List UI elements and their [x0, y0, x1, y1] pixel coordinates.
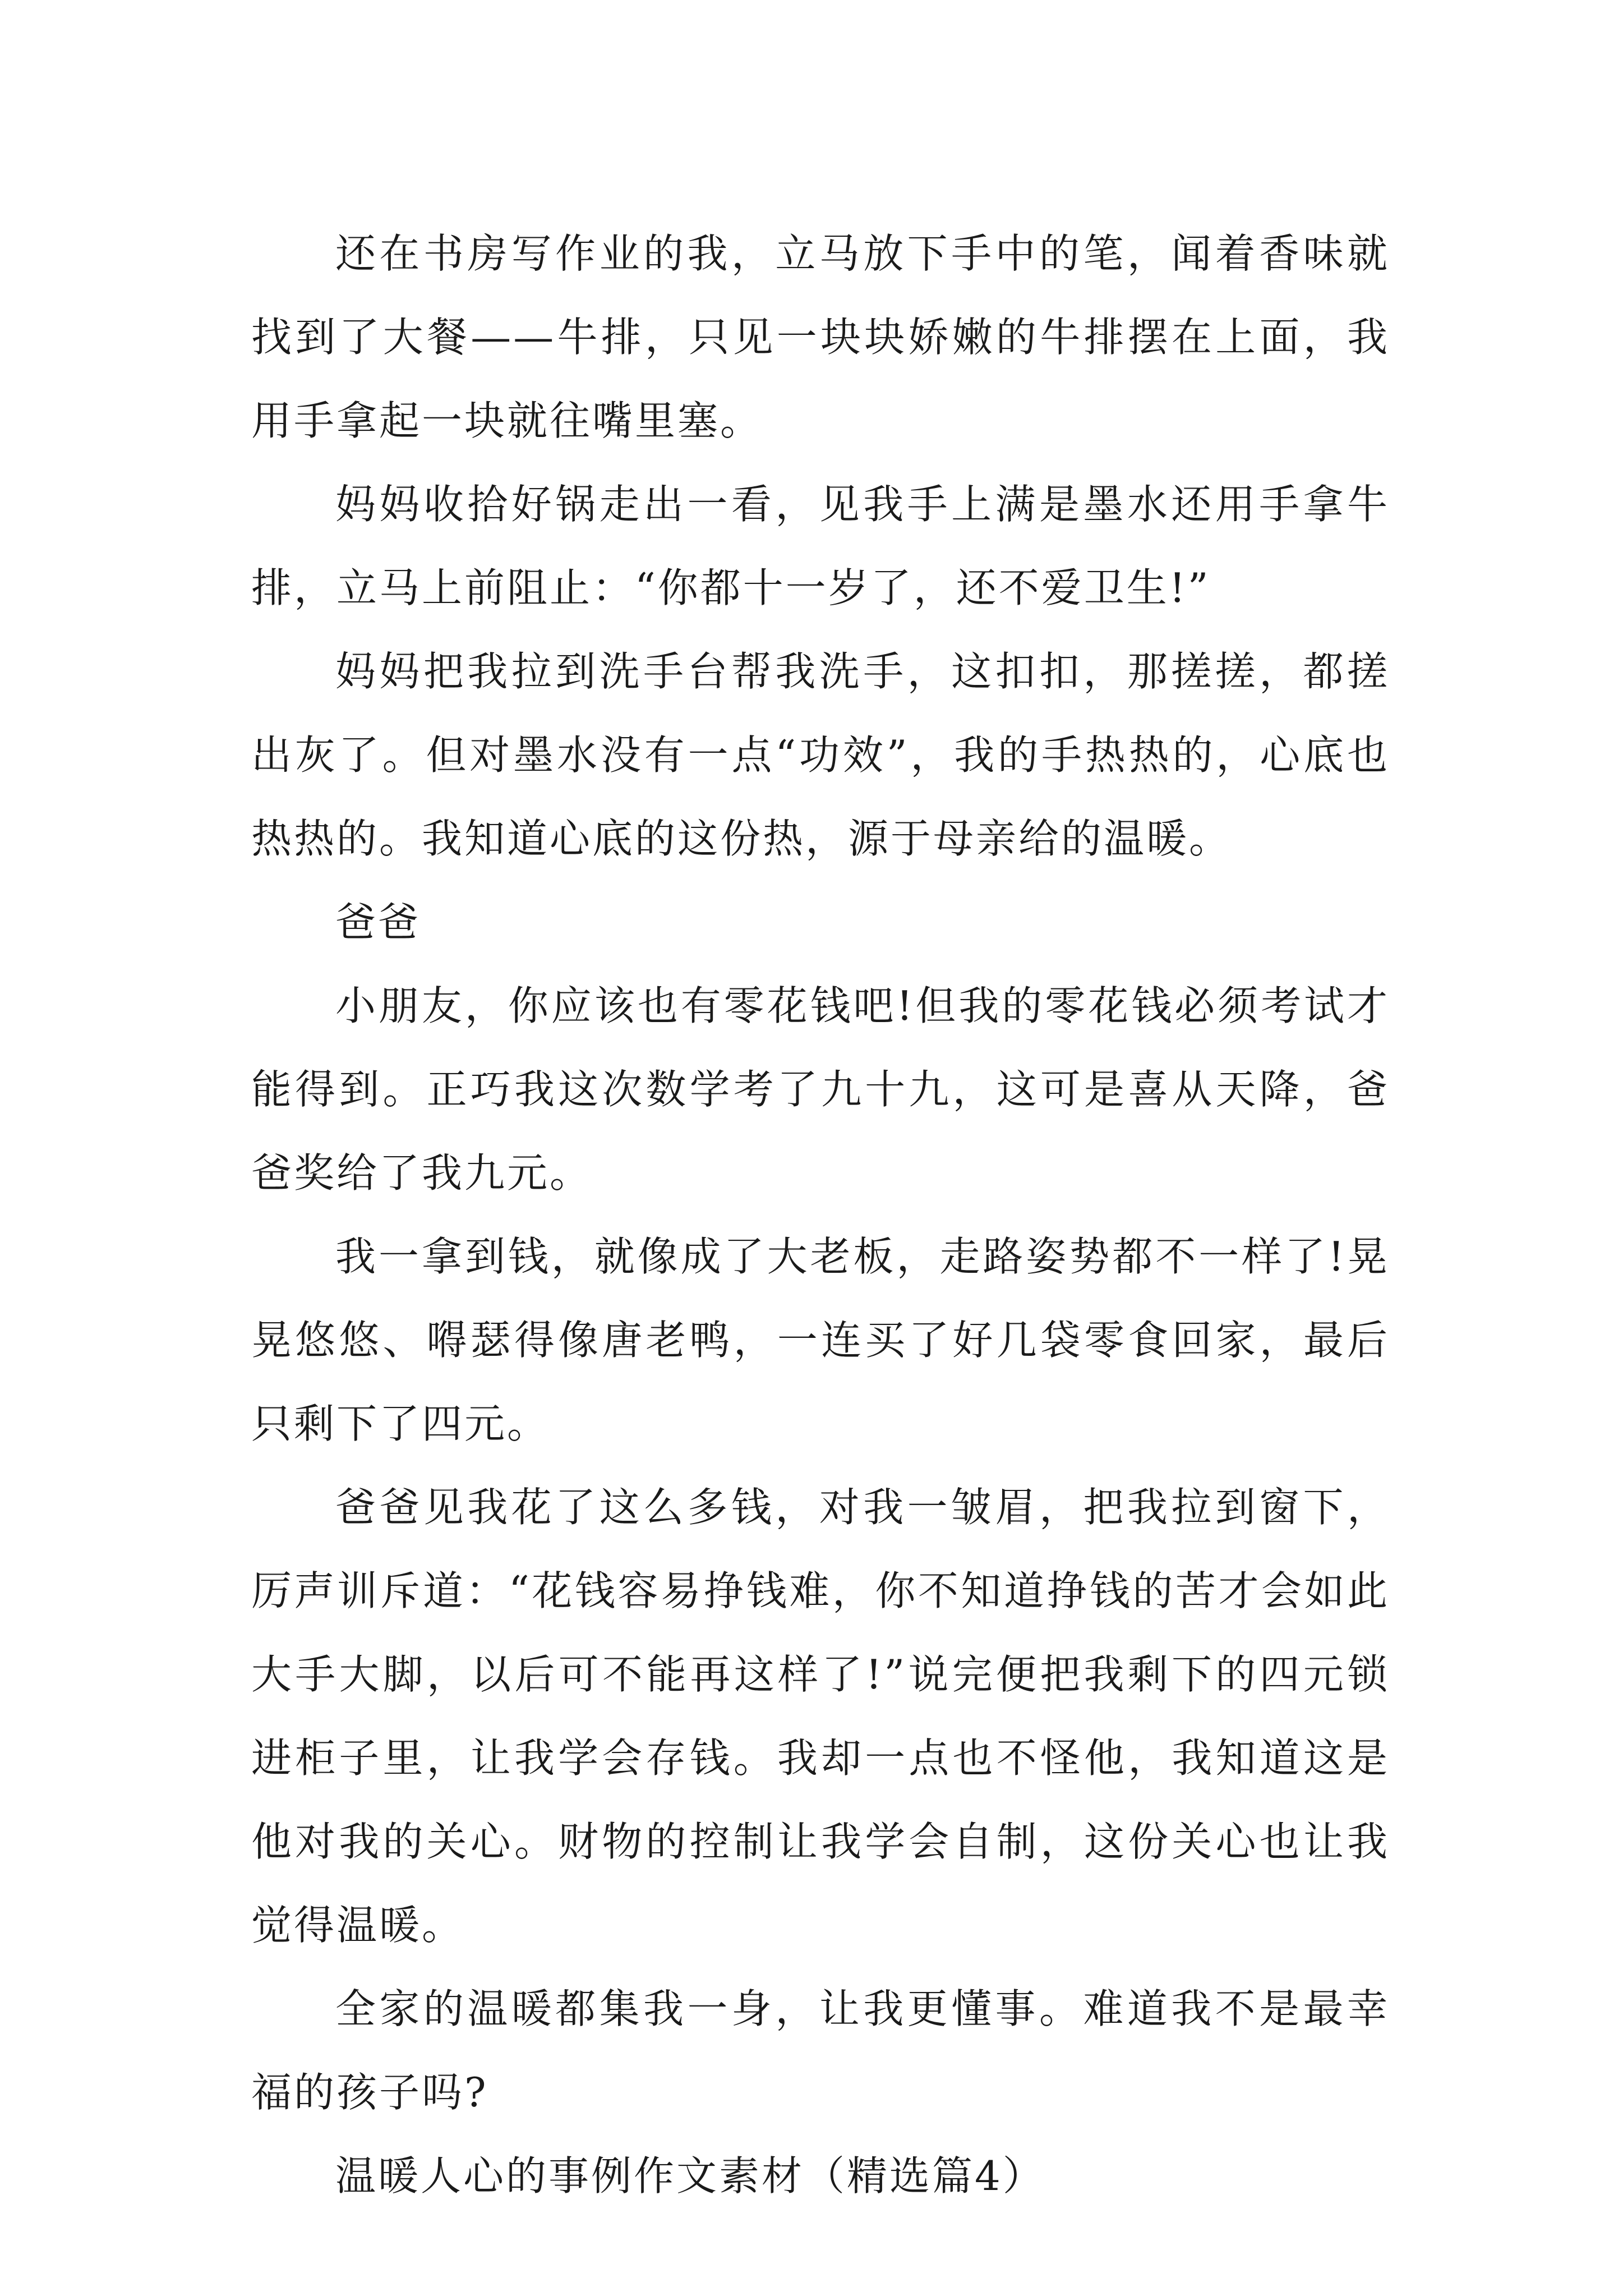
paragraph-2: 妈妈收拾好锅走出一看，见我手上满是墨水还用手拿牛排，立马上前阻止：“你都十一岁了，还不爱卫生!” — [251, 481, 1390, 611]
document-body — [251, 212, 1390, 2218]
section-title-essay-4: 温暖人心的事例作文素材（精选篇4） — [335, 2152, 1045, 2200]
section-heading-dad: 爸爸 — [335, 899, 421, 946]
paragraph-5: 小朋友，你应该也有零花钱吧!但我的零花钱必须考试才能得到。正巧我这次数学考了九十九，这可是喜从天降，爸爸奖给了我九元。 — [251, 982, 1390, 1197]
paragraph-1: 还在书房写作业的我，立马放下手中的笔，闻着香味就找到了大餐——牛排，只见一块块娇嫩的牛排摆在上面，我用手拿起一块就往嘴里塞。 — [251, 230, 1390, 444]
paragraph-8: 全家的温暖都集我一身，让我更懂事。难道我不是最幸福的孩子吗? — [251, 1985, 1390, 2116]
paragraph-3: 妈妈把我拉到洗手台帮我洗手，这扣扣，那搓搓，都搓出灰了。但对墨水没有一点“功效”，我的手热热的，心底也热热的。我知道心底的这份热，源于母亲给的温暖。 — [251, 648, 1390, 862]
paragraph-6: 我一拿到钱，就像成了大老板，走路姿势都不一样了!晃晃悠悠、嘚瑟得像唐老鸭，一连买了好几袋零食回家，最后只剩下了四元。 — [251, 1233, 1390, 1447]
paragraph-7: 爸爸见我花了这么多钱，对我一皱眉，把我拉到窗下，厉声训斥道：“花钱容易挣钱难，你不知道挣钱的苦才会如此大手大脚，以后可不能再这样了!”说完便把我剩下的四元锁进柜子里，让我学会存钱。我却一点也不怪他，我知道这是他对我的关心。财物的控制让我学会自制，这份关心也让我觉得温暖。 — [251, 1484, 1390, 1949]
